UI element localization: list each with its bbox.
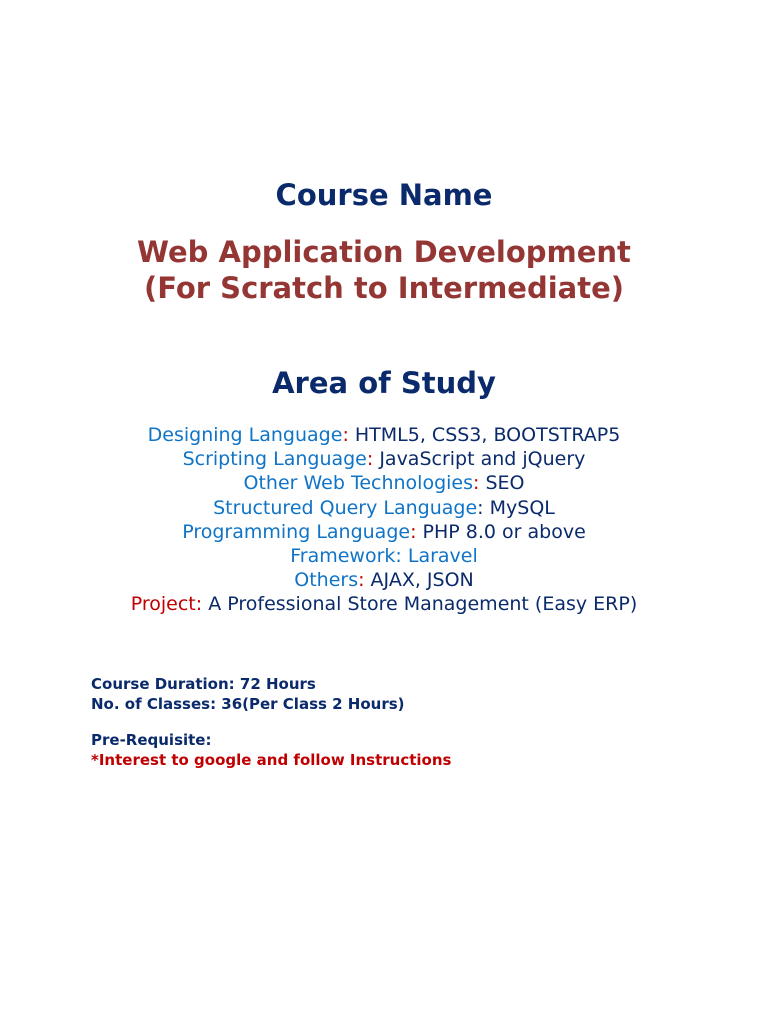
topic-separator: :: [342, 424, 349, 446]
topic-label: Framework: Laravel: [290, 545, 478, 568]
topic-label: Programming Language: [182, 520, 411, 543]
course-title: [0, 234, 768, 306]
number-of-classes: No. of Classes: 36(Per Class 2 Hours): [91, 695, 405, 713]
topic-label: Others: [294, 569, 359, 592]
topic-framework: [0, 544, 768, 568]
course-title-line-1: Web Application Development: [137, 235, 631, 269]
topic-other-web-technologies: [0, 471, 768, 495]
topic-label: Scripting Language: [182, 448, 367, 471]
topic-value: JavaScript and jQuery: [373, 448, 586, 471]
topic-value: HTML5, CSS3, BOOTSTRAP5: [348, 424, 621, 446]
topic-value: A Professional Store Management (Easy ERP): [202, 593, 638, 616]
topic-programming-language: [0, 520, 768, 544]
topic-label: Structured Query Language: [213, 496, 478, 519]
course-name-heading: Course Name: [275, 178, 493, 212]
topic-separator: :: [410, 520, 417, 543]
prerequisite-label: Pre-Requisite:: [91, 731, 212, 749]
topic-label: Designing Language: [147, 424, 343, 446]
topic-label: Other Web Technologies: [243, 472, 474, 495]
topic-scripting-language: [0, 447, 768, 471]
topic-others: [0, 568, 768, 592]
area-of-study-heading: Area of Study: [272, 366, 496, 400]
topic-separator: :: [473, 472, 480, 495]
study-topics-list: [0, 423, 768, 617]
topic-value: PHP 8.0 or above: [416, 520, 586, 543]
course-duration: Course Duration: 72 Hours: [91, 675, 316, 693]
prerequisite-value: *Interest to google and follow Instructions: [91, 751, 452, 769]
topic-structured-query-language: [0, 496, 768, 520]
topic-separator: :: [358, 569, 365, 592]
topic-separator: :: [366, 448, 374, 471]
topic-project: [0, 592, 768, 616]
topic-label: Project:: [130, 593, 203, 616]
topic-value: SEO: [479, 472, 525, 495]
topic-designing-language: [0, 423, 768, 447]
topic-value: AJAX, JSON: [364, 569, 474, 592]
course-title-line-2: (For Scratch to Intermediate): [143, 271, 625, 305]
topic-value: MySQL: [483, 496, 555, 519]
topic-separator: :: [477, 496, 484, 519]
